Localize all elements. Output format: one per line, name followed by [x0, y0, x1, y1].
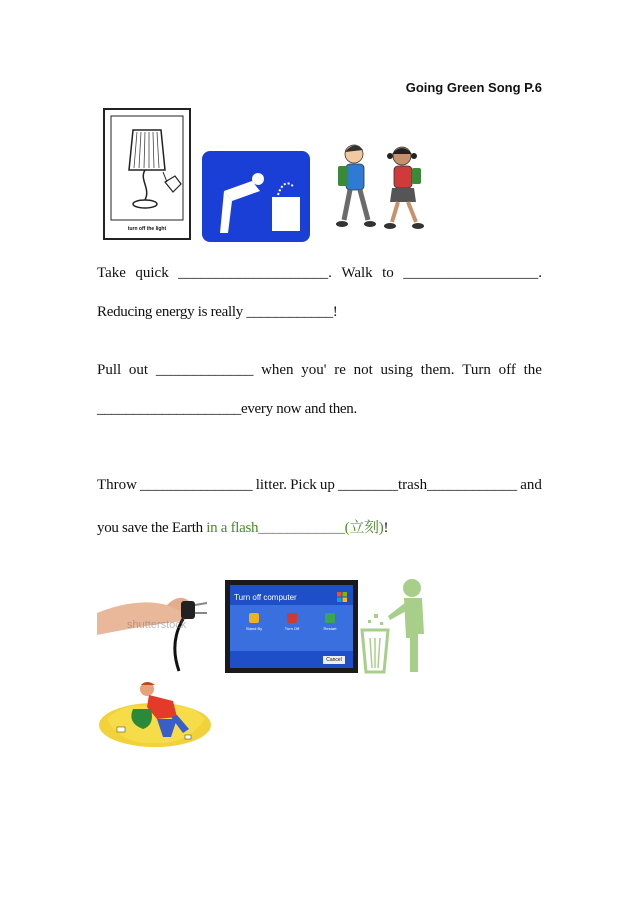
- restart-button[interactable]: [318, 613, 342, 631]
- stand-by-icon: [249, 613, 259, 623]
- word: Pull: [97, 362, 122, 378]
- turn-off-computer-dialog: [225, 580, 358, 673]
- word: quick: [135, 265, 169, 281]
- word: up: [319, 477, 335, 493]
- green-text: in a flash____________(: [206, 520, 350, 536]
- word: off: [498, 362, 516, 378]
- sentence-pull-out: [97, 362, 542, 379]
- word: the: [523, 362, 542, 378]
- button-label: Turn Off: [284, 626, 300, 631]
- word: Turn: [462, 362, 491, 378]
- word: out: [128, 362, 149, 378]
- word: Take: [97, 265, 126, 281]
- sentence-every-now-and-then: ____________________every now and then.: [97, 401, 357, 417]
- turn-off-button[interactable]: [280, 613, 304, 631]
- power-icon: [287, 613, 297, 623]
- word: using: [380, 362, 414, 378]
- watermark: shutterstock: [127, 619, 187, 631]
- text: !: [383, 520, 389, 536]
- word: and: [520, 477, 542, 493]
- dialog-title: Turn off computer: [234, 593, 297, 602]
- sentence-throw-litter: [97, 477, 542, 494]
- word: Throw: [97, 477, 137, 493]
- word: Pick: [290, 477, 317, 493]
- throw-trash-image: [360, 576, 432, 674]
- restart-icon: [325, 613, 335, 623]
- blank: ________trash____________: [337, 477, 518, 493]
- lamp-caption: turn off the light: [127, 226, 167, 232]
- blank: _______________: [140, 477, 253, 493]
- hand-unplugging-image: [97, 583, 219, 673]
- blank: ____________________.: [178, 265, 332, 281]
- water-fountain-sign: [202, 151, 310, 242]
- sentence-reducing-energy: Reducing energy is really ____________!: [97, 304, 338, 320]
- blank: __________________.: [403, 265, 542, 281]
- word: Walk: [341, 265, 373, 281]
- word: them.: [420, 362, 455, 378]
- chinese-text: 立刻: [349, 520, 379, 536]
- cancel-button[interactable]: Cancel: [323, 656, 345, 664]
- word: re: [334, 362, 346, 378]
- sentence-take-quick: [97, 265, 542, 282]
- word: you': [301, 362, 327, 378]
- blank: _____________: [155, 362, 254, 378]
- word: not: [353, 362, 373, 378]
- word: when: [261, 362, 294, 378]
- sentence-save-the-earth: [97, 516, 542, 537]
- turn-off-light-image: [103, 108, 191, 240]
- page-title: Going Green Song P.6: [405, 80, 542, 95]
- children-walking-image: [320, 140, 440, 240]
- green-text: ): [378, 520, 384, 536]
- stand-by-button[interactable]: [242, 613, 266, 631]
- pick-up-trash-image: [97, 679, 213, 749]
- button-label: Restart: [323, 626, 337, 631]
- windows-logo-icon: [337, 589, 347, 599]
- text: you save the Earth: [97, 520, 207, 536]
- word: litter.: [255, 477, 287, 493]
- button-label: Stand By: [245, 626, 263, 631]
- word: to: [382, 265, 394, 281]
